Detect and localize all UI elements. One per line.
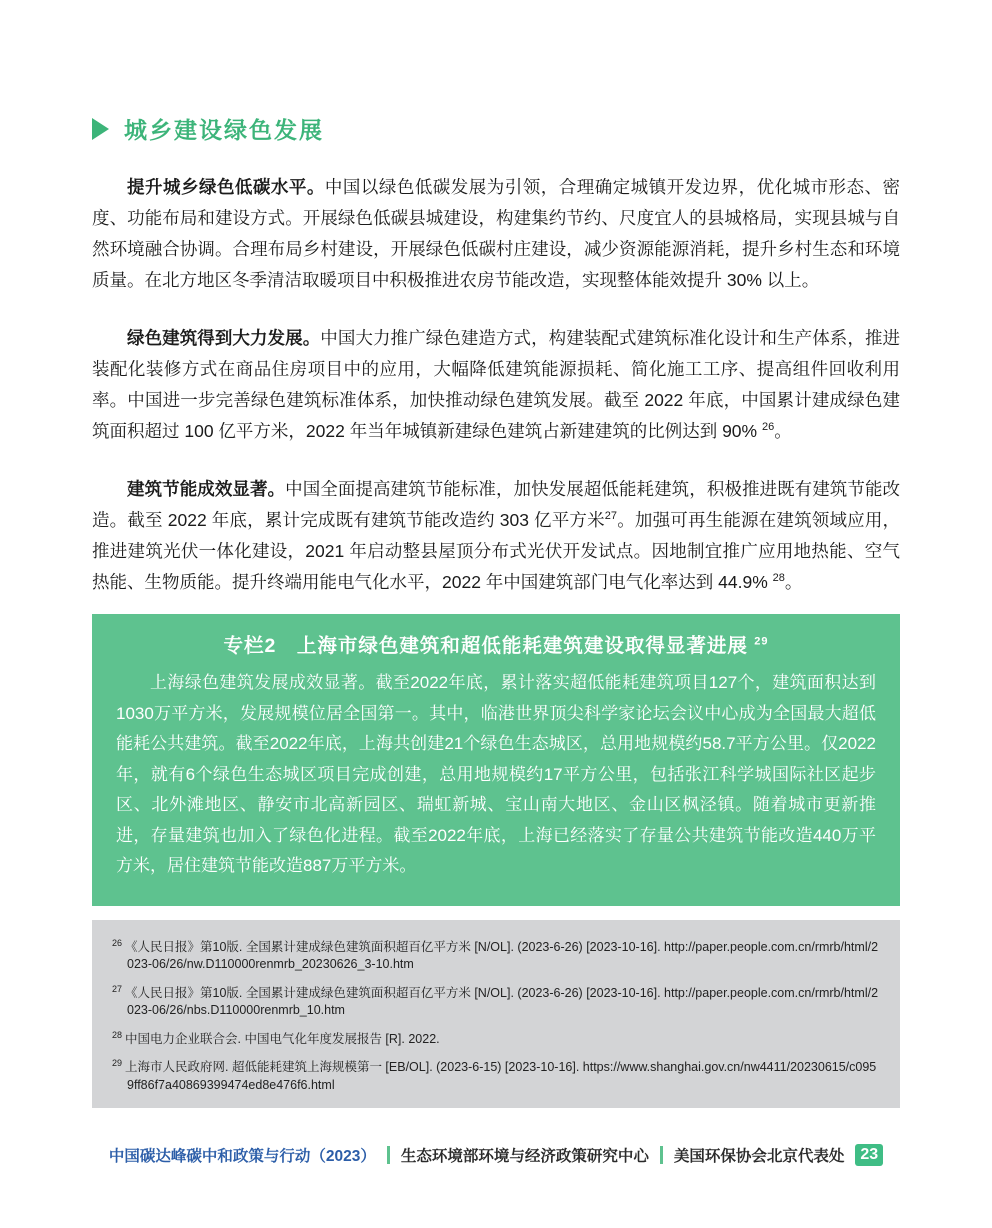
paragraph-text: 。 xyxy=(774,421,792,441)
paragraph-text: 。加强可再生能源在建筑领域应用，推进建筑光伏一体化建设，2021 年启动整县屋顶分布式光伏开发试点。因地制宜推广应用地热能、空气热能、生物质能。提升终端用能电气化水平，2022 年中国建筑部门电气化率达到 44.9% xyxy=(92,510,901,592)
footnote-ref-29: 29 xyxy=(754,635,769,648)
footnote-text: 上海市人民政府网. 超低能耗建筑上海规模第一 [EB/OL]. (2023-6-15) [2023-10-16]. https://www.shanghai.gov.cn/nw4411/20230615/c0959ff86f7a40869399474ed8e476f6.html xyxy=(125,1060,877,1093)
column-box-body: 上海绿色建筑发展成效显著。截至2022年底，累计落实超低能耗建筑项目127个，建筑面积达到1030万平方米，发展规模位居全国第一。其中，临港世界顶尖科学家论坛会议中心成为全国最大超低能耗公共建筑。截至2022年底，上海共创建21个绿色生态城区，总用地规模约58.7平方公里。仅2022年，就有6个绿色生态城区项目完成创建，总用地规模约17平方公里，包括张江科学城国际社区起步区、北外滩地区、静安市北高新园区、瑞虹新城、宝山南大地区、金山区枫泾镇。随着城市更新推进，存量建筑也加入了绿色化进程。截至2022年底，上海已经落实了存量公共建筑节能改造440万平方米，居住建筑节能改造887万平方米。 xyxy=(116,673,876,875)
paragraph-urban-green-level xyxy=(92,172,900,296)
footnote-28 xyxy=(112,1027,880,1049)
footnote-number: 27 xyxy=(112,983,123,994)
footnote-29 xyxy=(112,1055,880,1094)
footnote-number: 26 xyxy=(112,937,123,948)
page-number-badge: 23 xyxy=(855,1144,883,1166)
footnote-text: 中国电力企业联合会. 中国电气化年度发展报告 [R]. 2022. xyxy=(125,1031,440,1046)
paragraph-lead: 绿色建筑得到大力发展。 xyxy=(127,328,321,348)
footnote-ref-26: 26 xyxy=(761,421,775,434)
section-header xyxy=(92,112,900,145)
footnote-ref-27: 27 xyxy=(604,510,618,523)
footnotes-box xyxy=(92,920,900,1108)
footnote-27 xyxy=(112,981,880,1020)
column-box-shanghai xyxy=(92,614,900,906)
column-box-title-text: 专栏2 上海市绿色建筑和超低能耗建筑建设取得显著进展 xyxy=(223,635,755,657)
footnote-text: 《人民日报》第10版. 全国累计建成绿色建筑面积超百亿平方米 [N/OL]. (2023-6-26) [2023-10-16]. http://paper.people.com.cn/rmrb/html/2023-06/26/nw.D110000renmrb_20230626_3-10.htm xyxy=(125,939,879,972)
section-marker-triangle-icon xyxy=(92,118,109,140)
paragraph-text: 。 xyxy=(784,572,803,592)
column-box-title xyxy=(116,630,876,658)
footnote-number: 29 xyxy=(112,1058,123,1069)
footer-org-mee: 生态环境部环境与经济政策研究中心 xyxy=(400,1148,649,1165)
section-title: 城乡建设绿色发展 xyxy=(124,117,324,143)
paragraph-green-building xyxy=(92,323,900,447)
page-content xyxy=(0,112,992,1108)
paragraph-text: 中国全面提高建筑节能标准，加快发展超低能耗建筑，积极推进既有建筑节能改造。截至 2022 年底，累计完成既有建筑节能改造约 303 亿平方米 xyxy=(92,479,901,530)
footnote-ref-28: 28 xyxy=(772,572,785,585)
footnote-number: 28 xyxy=(112,1029,123,1040)
paragraph-text: 中国大力推广绿色建造方式，构建装配式建筑标准化设计和生产体系，推进装配化装修方式在商品住房项目中的应用，大幅降低建筑能源损耗、简化施工工序、提高组件回收利用率。中国进一步完善绿色建筑标准体系，加快推动绿色建筑发展。截至 2022 年底，中国累计建成绿色建筑面积超过 100 亿平方米，2022 年当年城镇新建绿色建筑占新建建筑的比例达到 90% xyxy=(92,328,901,441)
paragraph-text: 中国以绿色低碳发展为引领，合理确定城镇开发边界，优化城市形态、密度、功能布局和建设方式。开展绿色低碳县城建设，构建集约节约、尺度宜人的县城格局，实现县城与自然环境融合协调。合理布局乡村建设，开展绿色低碳村庄建设，减少资源能源消耗，提升乡村生态和环境质量。在北方地区冬季清洁取暖项目中积极推进农房节能改造，实现整体能效提升 30% 以上。 xyxy=(92,177,901,290)
footer-divider xyxy=(387,1146,390,1164)
paragraph-lead: 提升城乡绿色低碳水平。 xyxy=(127,177,325,197)
footer-org-edf: 美国环保协会北京代表处 xyxy=(673,1148,845,1165)
paragraph-energy-saving xyxy=(92,474,900,598)
footer-report-title: 中国碳达峰碳中和政策与行动（2023） xyxy=(108,1148,376,1165)
footer-divider xyxy=(660,1146,663,1164)
footnote-26 xyxy=(112,935,880,974)
page-footer xyxy=(0,1144,992,1166)
paragraph-lead: 建筑节能成效显著。 xyxy=(127,479,286,499)
footnote-text: 《人民日报》第10版. 全国累计建成绿色建筑面积超百亿平方米 [N/OL]. (2023-6-26) [2023-10-16]. http://paper.people.com.cn/rmrb/html/2023-06/26/nbs.D110000renmrb_10.htm xyxy=(125,985,879,1018)
